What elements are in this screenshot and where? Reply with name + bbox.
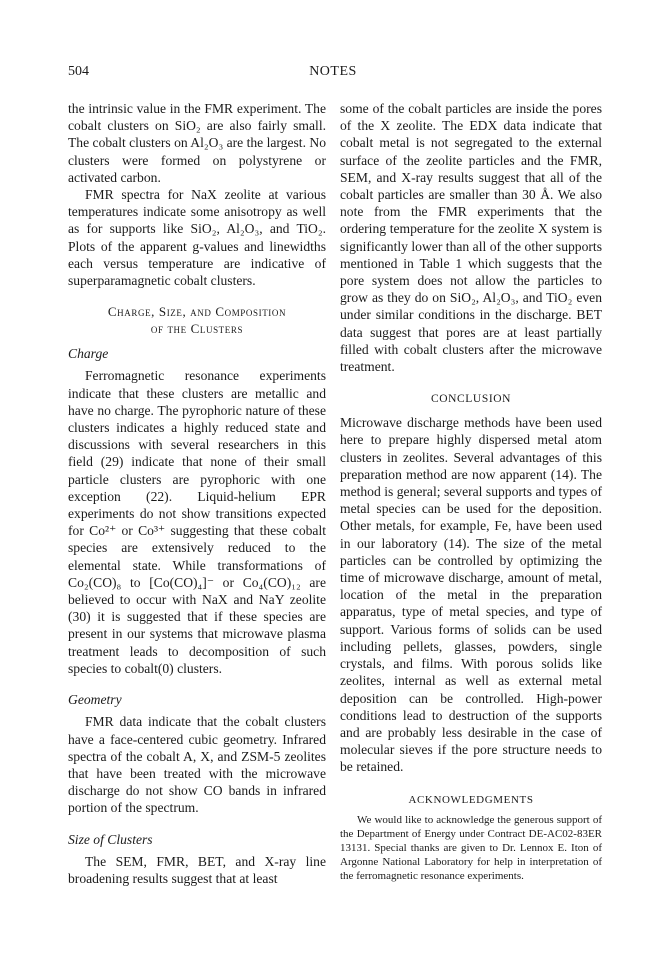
conclusion-heading: CONCLUSION bbox=[430, 393, 512, 406]
acknowledgments-heading: ACKNOWLEDGMENTS bbox=[408, 793, 534, 806]
page-number: 504 bbox=[68, 64, 89, 79]
subsection-heading: Size of Clusters bbox=[68, 831, 153, 847]
paragraph: Microwave discharge methods have been used here to prepare highly dispersed metal atom clusters in zeolites. Several advantages of this preparation method are now apparent (14). The method is general; several supports and types of metal species can be used for the deposition. Other metals, for example, Fe, have been used in our laboratory (14). The size of the metal particles can be controlled by optimizing the time of microwave discharge, amount of metal, location of the metal in the preparation apparatus, type of metal species, and type of support. Various forms of solids can be used including pellets, glasses, powders, single crystals, and films. With porous solids like zeolites, internal as well as external metal deposition can be controlled. High-power conditions lead to destruction of the supports and are probably less desirable in the case of molecular sieves if the pore structure needs to be retained. bbox=[340, 415, 602, 775]
acknowledgments-text: We would like to acknowledge the generous support of the Department of Energy under Contract DE-AC02-83ER 13131. Special thanks are given to Dr. Lennox E. Iton of Argonne National Laboratory for help in interpretation of the ferromagnetic resonance experiments. bbox=[340, 813, 602, 883]
paragraph: FMR data indicate that the cobalt clusters have a face-centered cubic geometry. Infrared spectra of the cobalt A, X, and ZSM-5 zeolites that have been treated with the microwave discharge do not show CO bands in infrared portion of the spectrum. bbox=[68, 714, 326, 816]
subsection-heading: Charge bbox=[68, 346, 109, 362]
paragraph: some of the cobalt particles are inside the pores of the X zeolite. The EDX data indicate that cobalt metal is not segregated to the external surface of the zeolite particles and the FMR, SEM, and X-ray results suggest that all of the cobalt particles are smaller than 30 Å. We also note from the FMR experiments that the ordering temperature for the zeolite X system is significantly lower than all of the other supports mentioned in Table 1 which suggests that the pore system does not allow the particles to grow as they do on SiO₂, Al₂O₃, and TiO₂ even under similar conditions in the discharge. BET data suggest that pores are at least partially filled with cobalt clusters after the microwave treatment. bbox=[340, 101, 602, 375]
section-heading-line: of the Clusters bbox=[150, 321, 244, 337]
paragraph: Ferromagnetic resonance experiments indicate that these clusters are metallic and have no charge. The pyrophoric nature of these clusters indicates a highly reduced state and discussions with several researchers in this field (29) indicate that none of their small particle clusters are pyrophoric with one exception (22). Liquid-helium EPR experiments do not show transitions expected for Co²⁺ or Co³⁺ suggesting that these cobalt species are extensively reduced to the elemental state. While transformations of Co₂(CO)₈ to [Co(CO)₄]⁻ or Co₄(CO)₁₂ are believed to occur with NaX and NaY zeolite (30) it is suggested that if these species are present in our systems that microwave plasma treatment leads to decomposition of such species to cobalt(0) clusters. bbox=[68, 368, 326, 676]
section-heading bbox=[68, 303, 326, 337]
subsection-heading: Geometry bbox=[68, 692, 122, 708]
running-title: NOTES bbox=[309, 64, 357, 79]
running-header bbox=[68, 64, 598, 84]
paragraph: the intrinsic value in the FMR experiment. The cobalt clusters on SiO₂ are also fairly small. The cobalt clusters on Al₂O₃ are the largest. No clusters were formed on polystyrene or activated carbon. bbox=[68, 101, 326, 185]
right-column bbox=[340, 100, 602, 884]
section-heading-line: Charge, Size, and Composition bbox=[107, 304, 287, 320]
acknowledgments bbox=[340, 813, 602, 884]
paragraph: FMR spectra for NaX zeolite at various temperatures indicate some anisotropy as well as for supports like SiO₂, Al₂O₃, and TiO₂. Plots of the apparent g-values and linewidths each versus temperature are indicative of superparamagnetic cobalt clusters. bbox=[68, 187, 326, 289]
left-column bbox=[68, 100, 326, 887]
paragraph: The SEM, FMR, BET, and X-ray line broadening results suggest that at least bbox=[68, 853, 326, 886]
